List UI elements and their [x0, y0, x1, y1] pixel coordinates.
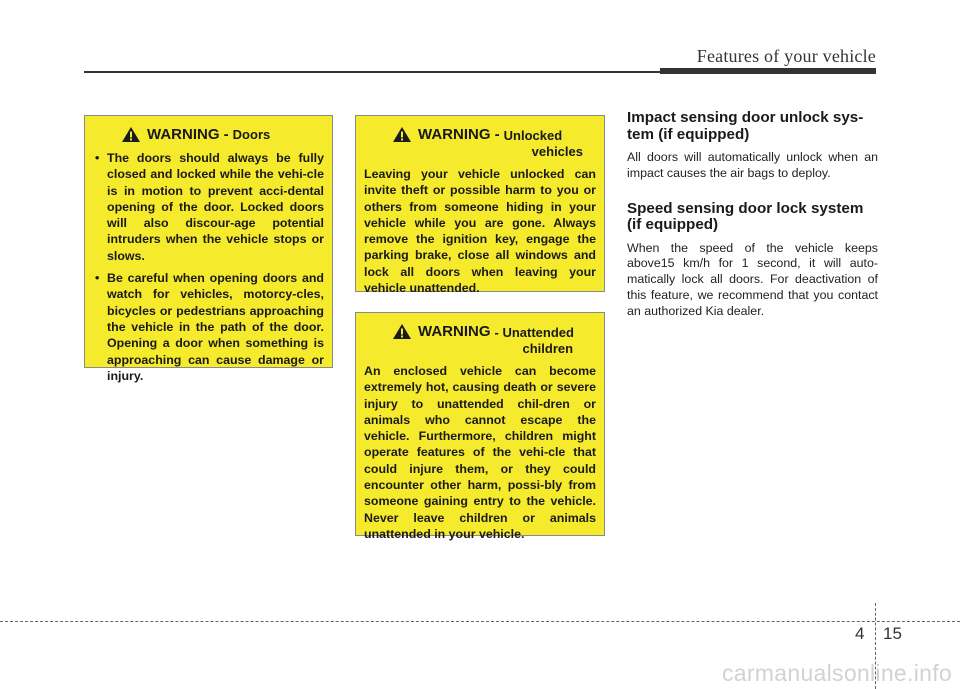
header-rule	[84, 71, 660, 73]
warning-subject	[504, 126, 596, 160]
bullet-icon: •	[95, 271, 100, 286]
warning-bullet-list	[93, 150, 324, 384]
warning-triangle-icon	[392, 126, 412, 143]
header-rule-accent	[660, 68, 876, 74]
warning-subject	[495, 323, 597, 357]
warning-box-unlocked-vehicles	[355, 115, 605, 296]
warning-title	[364, 323, 596, 357]
warning-title	[364, 126, 596, 160]
list-item-text: Be careful when opening doors and watch for vehicles, motorcy-cles, bicycles or pedestrians approaching the vehicle in the path of the door. Opening a door when something is approaching can cause damage or injury.	[107, 271, 324, 383]
warning-box-doors	[84, 115, 333, 383]
warning-subject-line: vehicles	[531, 144, 583, 159]
warning-text: An enclosed vehicle can become extremely hot, causing death or severe injury to unattended chil-dren or animals who cannot escape the vehicle. Furthermore, children might operate features of the vehi-cle that could injure them, or they could encounter other harm, possi-bly from someone gaining entry to the vehicle. Never leave children or animals unattended in your vehicle.	[364, 364, 596, 541]
section-body: All doors will automatically unlock when an impact causes the air bags to deploy.	[627, 150, 878, 180]
section-body: When the speed of the vehicle keeps above15 km/h for 1 second, it will auto-matically lock all doors. For deactivation of this feature, we recommend that you contact an authorized Kia dealer.	[627, 240, 878, 318]
warning-label: WARNING -	[147, 126, 229, 143]
warning-label: WARNING	[418, 323, 491, 340]
warning-text: Leaving your vehicle unlocked can invite theft or possible harm to you or others from someone hiding in your vehicle while you are gone. Always remove the ignition key, engage the parking brake, close all windows and lock all doors when leaving your vehicle unattended.	[364, 167, 596, 296]
list-item	[93, 270, 324, 384]
content-column	[627, 110, 878, 339]
page-number: 15	[883, 624, 902, 643]
watermark: carmanualsonline.info	[721, 660, 952, 686]
warning-subject: Doors	[232, 127, 271, 142]
warning-triangle-icon	[121, 126, 141, 143]
bullet-icon: •	[95, 151, 100, 165]
footer-divider	[0, 621, 960, 622]
warning-box-unattended-children	[355, 312, 605, 541]
warning-subject-line: - Unattended	[494, 325, 574, 340]
warning-triangle-icon	[392, 323, 412, 340]
list-item	[93, 150, 324, 264]
section-heading: Speed sensing door lock system (if equipped)	[627, 199, 864, 234]
section-heading: Impact sensing door unlock sys-tem (if equipped)	[627, 109, 864, 143]
warning-subject-line: children	[522, 341, 574, 356]
section-header-title: Features of your vehicle	[696, 46, 876, 66]
warning-title	[93, 126, 324, 144]
warning-label: WARNING -	[418, 126, 500, 143]
warning-subject-line: Unlocked	[503, 128, 563, 143]
chapter-number: 4	[855, 624, 865, 643]
list-item-text: The doors should always be fully closed and locked while the vehi-cle is in motion to prevent acci-dental opening of the door. Locked doors will also discour-age potential intruders when the vehicle stops or slows.	[107, 151, 324, 263]
